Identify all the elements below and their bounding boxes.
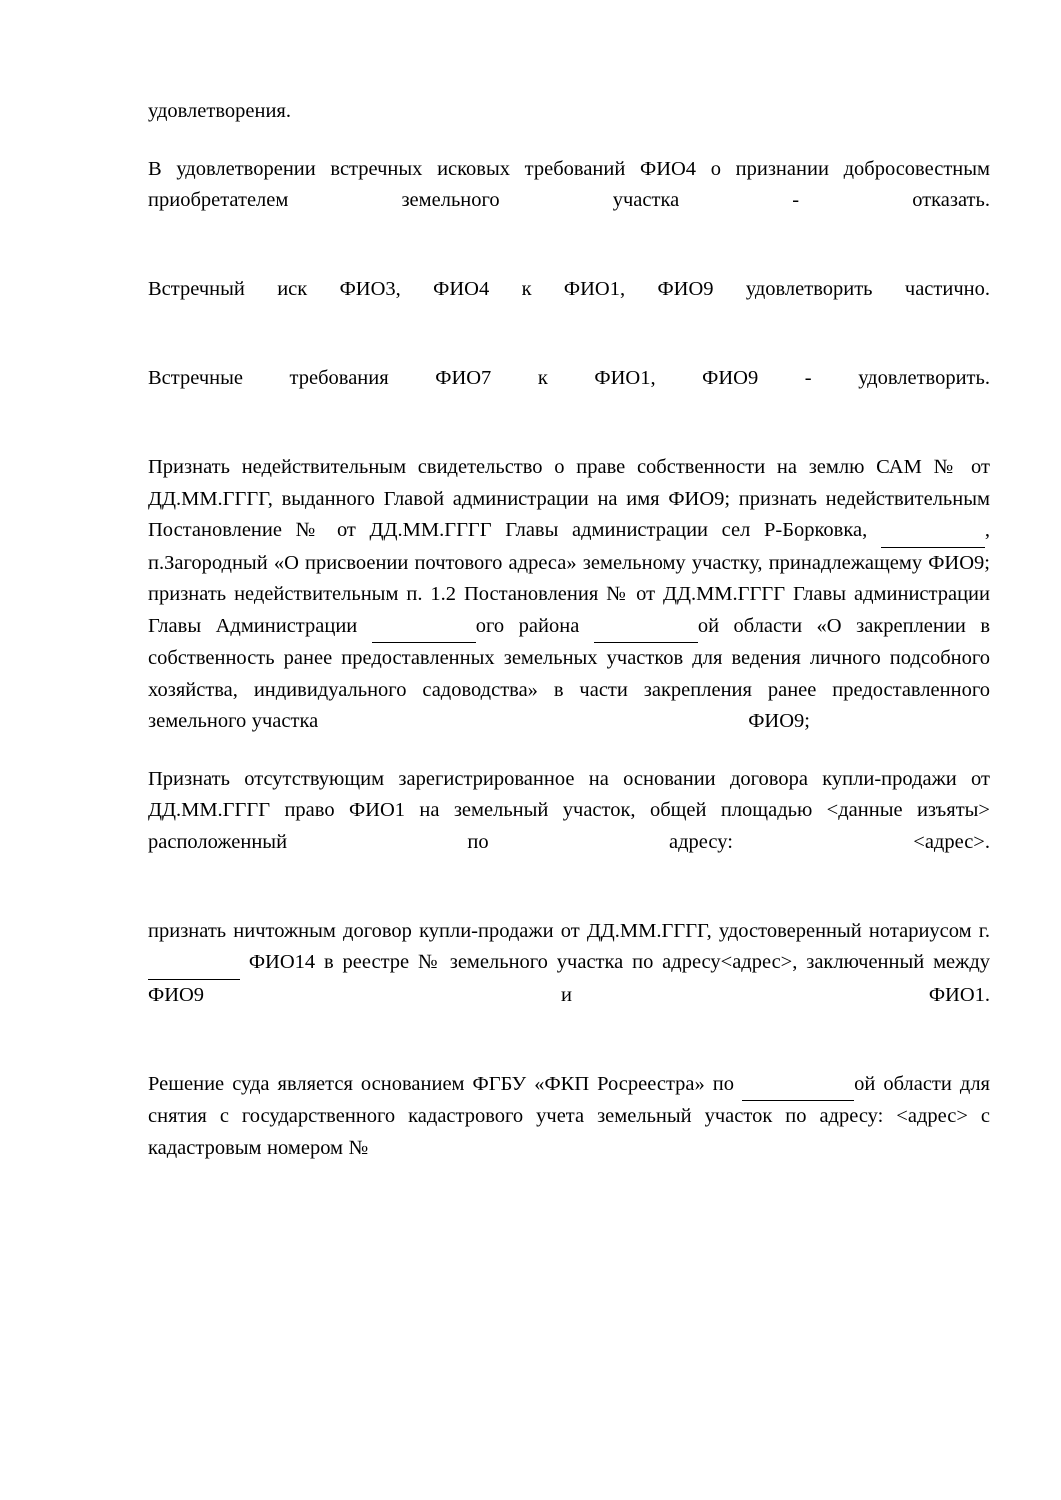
paragraph-vstrechnyy-isk: Встречный иск ФИО3, ФИО4 к ФИО1, ФИО9 удовлетворить частично. <box>148 278 990 300</box>
fill-in-blank <box>881 515 985 548</box>
paragraph-reshenie-suda: Решение суда является основанием ФГБУ «ФКП Росреестра» по ой области для снятия с государственного кадастрового учета земельный участок по адресу: <адрес> с кадастровым номером № <box>148 1069 990 1165</box>
fill-in-blank <box>148 947 240 980</box>
fill-in-blank <box>372 611 476 644</box>
paragraph-otkazat: В удовлетворении встречных исковых требований ФИО4 о признании добросовестным приобретателем земельного участка - отказать. <box>148 157 990 211</box>
paragraph-vstrechnye-trebovaniya: Встречные требования ФИО7 к ФИО1, ФИО9 - удовлетворить. <box>148 367 990 389</box>
document-body <box>148 96 990 1164</box>
fill-in-blank <box>742 1069 854 1102</box>
paragraph-priznat-nichtozhnym: признать ничтожным договор купли-продажи от ДД.ММ.ГГГГ, удостоверенный нотариусом г. ФИО14 в реестре № земельного участка по адресу<адрес>, заключенный между ФИО9 и ФИО1. <box>148 919 990 1006</box>
paragraph-udovletvoreniya: удовлетворения. <box>148 100 291 122</box>
paragraph-priznat-nedeystvitelnym: Признать недействительным свидетельство о праве собственности на землю САМ № от ДД.ММ.ГГГГ, выданного Главой администрации на имя ФИО9; признать недействительным Постановление № от ДД.ММ.ГГГГ Главы администрации сел Р-Борковка, , п.Загородный «О присвоении почтового адреса» земельному участку, принадлежащему ФИО9; признать недействительным п. 1.2 Постановления № от ДД.ММ.ГГГГ Главы администрации Главы Администрации ого района ой области «О закреплении в собственность ранее предоставленных земельных участков для ведения личного подсобного хозяйства, индивидуального садоводства» в части закрепления ранее предоставленного земельного участка ФИО9; <box>148 456 990 732</box>
fill-in-blank <box>594 611 698 644</box>
paragraph-priznat-otsutstvuyushchim: Признать отсутствующим зарегистрированное на основании договора купли-продажи от ДД.ММ.ГГГГ право ФИО1 на земельный участок, общей площадью <данные изъяты> расположенный по адресу: <адрес>. <box>148 767 990 853</box>
